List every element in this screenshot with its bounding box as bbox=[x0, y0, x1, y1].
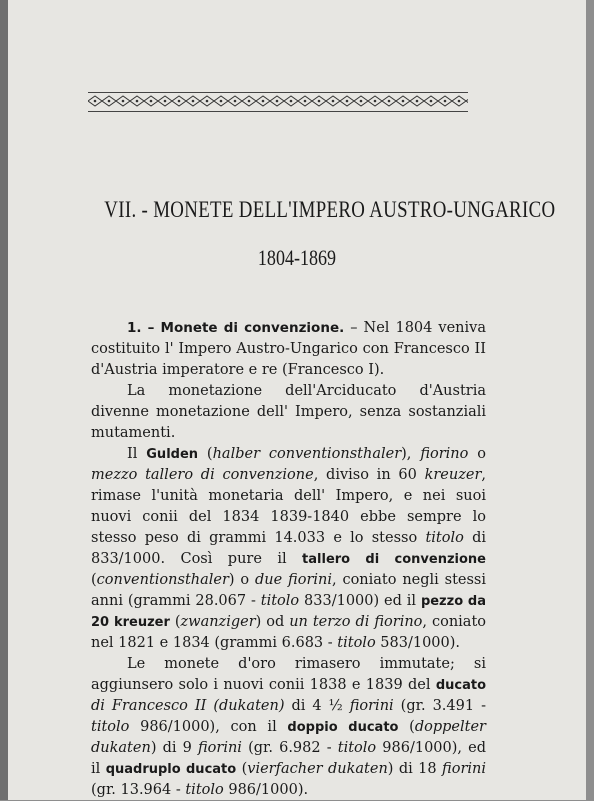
paragraph-4: Le monete d'oro rimasero immutate; si aggiunsero solo i nuovi conii 1838 e 1839 del ducato di Francesco II (dukaten) di 4 ½ fiorini (gr. 3.491 - titolo 986/1000), con il doppio ducato (doppelter dukaten) di 9 fiorini (gr. 6.982 - titolo 986/1000), ed il quadruplo ducato (vierfacher dukaten) di 18 fiorini (gr. 13.964 - titolo 986/1000). bbox=[91, 656, 487, 798]
decorative-header-ornament bbox=[88, 92, 468, 112]
section-heading: 1. – Monete di convenzione. bbox=[127, 320, 345, 336]
body-text bbox=[91, 318, 486, 801]
paragraph-3: Il Gulden (halber conventionsthaler), fiorino o mezzo tallero di convenzione, diviso in 60 kreuzer, rimase l'unità monetaria dell' Impero, e nei suoi nuovi conii del 1834 1839-1840 ebbe sempre lo stesso peso di grammi 14.033 e lo stesso titolo di 833/1000. Così pure il tallero di convenzione (conventionsthaler) o due fiorini, coniato negli stessi anni (grammi 28.067 - titolo 833/1000) ed il pezzo da 20 kreuzer (zwanziger) od un terzo di fiorino, coniato nel 1821 e 1834 (grammi 6.683 - titolo 583/1000). bbox=[91, 446, 487, 651]
chapter-years: 1804-1869 bbox=[257, 245, 337, 270]
chapter-title: VII. - MONETE DELL'IMPERO AUSTRO-UNGARICO bbox=[104, 197, 556, 222]
page-binding-edge bbox=[0, 0, 8, 800]
paragraph-1: 1. – Monete di convenzione. – Nel 1804 veniva costituito l' Impero Austro-Ungarico con Francesco II d'Austria imperatore e re (Francesco I). bbox=[91, 320, 486, 378]
book-page bbox=[8, 0, 586, 800]
paragraph-2: La monetazione dell'Arciducato d'Austria divenne monetazione dell' Impero, senza sostanziali mutamenti. bbox=[91, 383, 486, 441]
